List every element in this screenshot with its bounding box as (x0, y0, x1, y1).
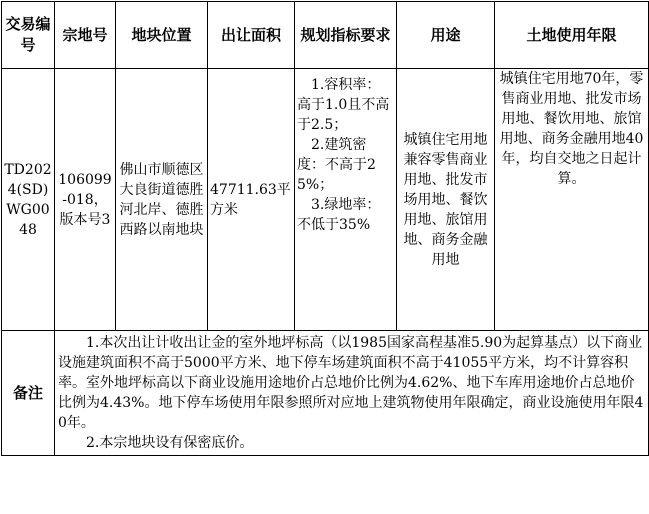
cell-use: 城镇住宅用地兼容零售商业用地、批发市场用地、餐饮用地、旅馆用地、商务金融用地 (397, 69, 495, 331)
land-transfer-table (1, 1, 649, 456)
header-trade-no: 交易编号 (2, 2, 55, 69)
cell-area: 47711.63平方米 (208, 69, 295, 331)
planning-item-green: 3.绿地率：不低于35% (297, 197, 381, 233)
cell-term: 城镇住宅用地70年，零售商业用地、批发市场用地、餐饮用地、旅馆用地、商务金融用地40年，均自交地之日起计算。 (495, 69, 649, 331)
cell-trade-no: TD2024(SD)WG0048 (2, 69, 55, 331)
planning-item-far: 1.容积率：高于1.0且不高于2.5； (297, 77, 390, 133)
header-location: 地块位置 (116, 2, 208, 69)
cell-location: 佛山市顺德区大良街道德胜河北岸、德胜西路以南地块 (116, 69, 208, 331)
header-term: 土地使用年限 (495, 2, 649, 69)
header-row (2, 2, 649, 69)
notes-row (2, 331, 649, 456)
notes-label: 备注 (2, 331, 55, 456)
header-area: 出让面积 (208, 2, 295, 69)
cell-planning (295, 69, 397, 331)
note-item-2: 2.本宗地块设有保密底价。 (86, 435, 254, 451)
table-row (2, 69, 649, 331)
planning-item-density: 2.建筑密度：不高于25%； (297, 137, 376, 193)
notes-content (55, 331, 649, 456)
note-item-1: 1.本次出让计收出让金的室外地坪标高（以1985国家高程基准5.90为起算基点）以下商业设施建筑面积不高于5000平方米、地下停车场建筑面积不高于41055平方米，均不计算容积率。室外地坪标高以下商业设施用途地价占总地价比例为4.62%、地下车库用途地价占总地价比例为4.43%。地下停车场使用年限参照所对应地上建筑物使用年限确定，商业设施使用年限40年。 (58, 335, 644, 431)
header-use: 用途 (397, 2, 495, 69)
header-planning: 规划指标要求 (295, 2, 397, 69)
header-parcel-no: 宗地号 (55, 2, 116, 69)
cell-parcel-no: 106099-018，版本号3 (55, 69, 116, 331)
